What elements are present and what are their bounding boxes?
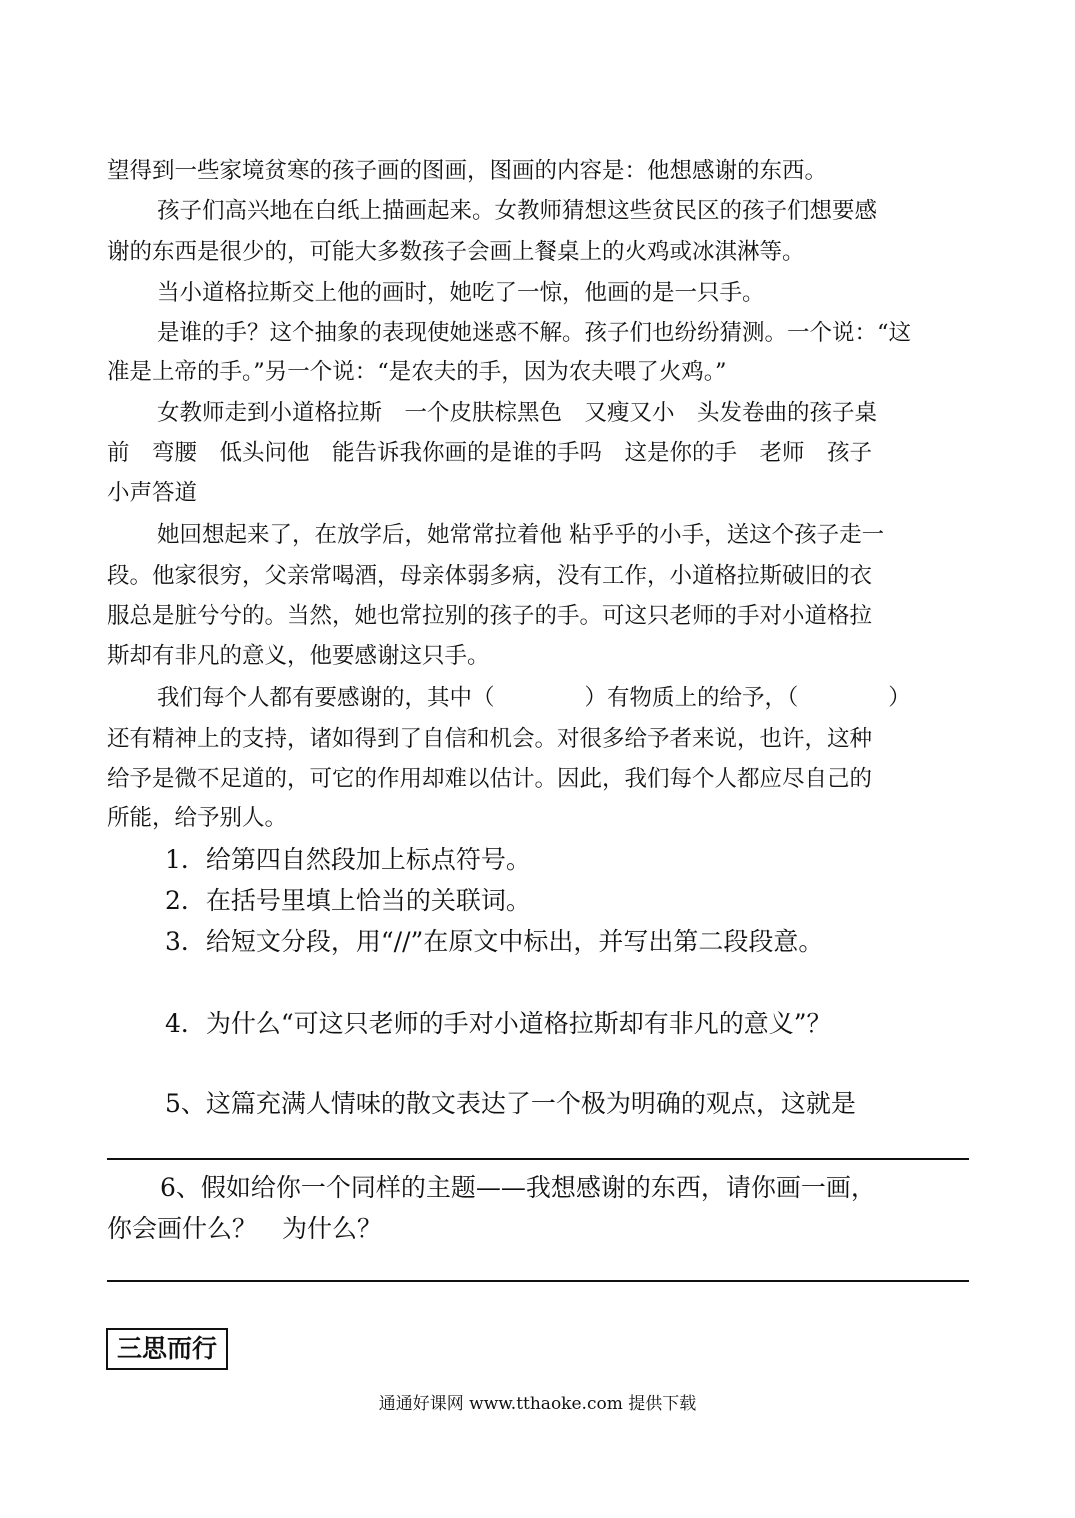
passage-line: 望得到一些家境贫寒的孩子画的图画，图画的内容是：他想感谢的东西。 (107, 158, 828, 184)
passage-line: 小声答道 (107, 480, 198, 506)
answer-line (107, 1280, 969, 1282)
question-4: 4．为什么“可这只老师的手对小道格拉斯却有非凡的意义”？ (165, 1009, 832, 1038)
passage-line: 准是上帝的手。”另一个说：“是农夫的手，因为农夫喂了火鸡。” (107, 359, 727, 385)
passage-line: 给予是微不足道的，可它的作用却难以估计。因此，我们每个人都应尽自己的 (107, 766, 873, 792)
passage-line: 斯却有非凡的意义，他要感谢这只手。 (107, 643, 490, 669)
passage-line: 孩子们高兴地在白纸上描画起来。女教师猜想这些贫民区的孩子们想要感 (157, 198, 878, 224)
question-1: 1．给第四自然段加上标点符号。 (165, 845, 531, 874)
passage-line: 我们每个人都有要感谢的，其中（ ）有物质上的给予，（ ） (157, 685, 911, 711)
question-3: 3．给短文分段，用“//”在原文中标出，并写出第二段段意。 (165, 927, 824, 956)
question-5: 5、这篇充满人情味的散文表达了一个极为明确的观点，这就是 (165, 1089, 856, 1118)
passage-line: 当小道格拉斯交上他的画时，她吃了一惊，他画的是一只手。 (157, 280, 765, 306)
passage-line: 所能，给予别人。 (107, 805, 288, 831)
passage-line: 服总是脏兮兮的。当然，她也常拉别的孩子的手。可这只老师的手对小道格拉 (107, 603, 873, 629)
passage-line: 前 弯腰 低头问他 能告诉我你画的是谁的手吗 这是你的手 老师 孩子 (107, 440, 873, 466)
passage-line: 还有精神上的支持，诸如得到了自信和机会。对很多给予者来说，也许，这种 (107, 726, 873, 752)
page-footer: 通通好课网 www.tthaoke.com 提供下载 (378, 1394, 697, 1414)
question-6: 6、假如给你一个同样的主题——我想感谢的东西，请你画一画， (160, 1173, 876, 1202)
passage-line: 谢的东西是很少的，可能大多数孩子会画上餐桌上的火鸡或冰淇淋等。 (107, 239, 805, 265)
passage-line: 女教师走到小道格拉斯 一个皮肤棕黑色 又瘦又小 头发卷曲的孩子桌 (157, 400, 878, 426)
passage-line: 她回想起来了，在放学后，她常常拉着他 粘乎乎的小手，送这个孩子走一 (157, 522, 885, 548)
question-2: 2．在括号里填上恰当的关联词。 (165, 886, 531, 915)
question-6-continued: 你会画什么？ 为什么？ (107, 1214, 383, 1243)
section-label-box: 三思而行 (106, 1328, 228, 1370)
answer-line (107, 1158, 969, 1160)
passage-line: 是谁的手？这个抽象的表现使她迷惑不解。孩子们也纷纷猜测。一个说：“这 (157, 320, 912, 346)
passage-line: 段。他家很穷，父亲常喝酒，母亲体弱多病，没有工作，小道格拉斯破旧的衣 (107, 563, 873, 589)
